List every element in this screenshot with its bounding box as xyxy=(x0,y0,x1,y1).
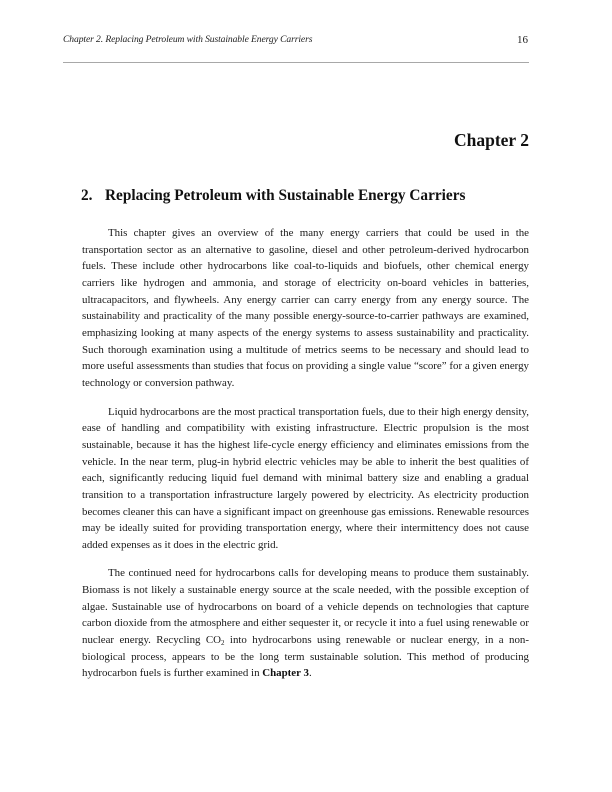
body-text xyxy=(82,225,529,694)
page-header xyxy=(63,34,528,50)
paragraph-3-end: . xyxy=(308,667,312,680)
paragraph-3 xyxy=(82,565,529,682)
paragraph-1: This chapter gives an overview of the many energy carriers that could be used in the transportation sector as an alternative to gasoline, diesel and other petroleum-derived hydrocarbon fuels. These include other hydrocarbons like coal-to-liquids and biofuels, other chemical energy carriers like hydrogen and ammonia, and storage of electricity on-board vehicles in batteries, ultracapacitors, and flywheels. Any energy carrier can carry energy from any energy source. The sustainability and practicality of the many possible energy-source-to-carrier pathways are examined, emphasizing looking at many aspects of the energy systems to assess sustainability and practicality. Such thorough examination using a multitude of metrics seems to be necessary and should lead to more useful assessments than studies that focus on providing a single value “score” for a given energy technology or conversion pathway. xyxy=(82,227,529,389)
running-title: Chapter 2. Replacing Petroleum with Sustainable Energy Carriers xyxy=(63,34,313,45)
section-title: Replacing Petroleum with Sustainable Energy Carriers xyxy=(105,187,466,204)
section-heading xyxy=(81,187,465,205)
page-number: 16 xyxy=(517,34,528,46)
chapter-3-reference: Chapter 3 xyxy=(262,667,309,680)
header-divider xyxy=(63,62,529,63)
chapter-label: Chapter 2 xyxy=(453,130,529,150)
paragraph-3-text-a: The continued need for hydrocarbons calls for developing means to produce them sustainably. Biomass is not likely a sustainable energy source at the scale needed, with the possible exception of algae. Sustainable use of hydrocarbons on board of a vehicle depends on technologies that capture carbon dioxide from the atmosphere and either sequester it, or recycle it into a fuel using renewable or nuclear energy. Recycling CO xyxy=(82,567,529,647)
section-number: 2. xyxy=(81,187,93,204)
co2-subscript: 2 xyxy=(221,639,225,648)
paragraph-2: Liquid hydrocarbons are the most practical transportation fuels, due to their high energy density, ease of handling and compatibility with existing infrastructure. Electric propulsion is the most sustainable, because it has the highest life-cycle energy efficiency and eliminates emissions from the vehicle. In the near term, plug-in hybrid electric vehicles may be able to inherit the best qualities of each, significantly reducing liquid fuel demand with minimal battery size and enabling a gradual transition to a transportation infrastructure largely powered by electricity. As electricity production becomes cleaner this can have a significant impact on greenhouse gas emissions. Renewable resources may be ideally suited for providing transportation energy, where their intermittency does not cause added expenses as it does in the electric grid. xyxy=(82,405,529,551)
paragraph-3-text-b: into hydrocarbons using renewable or nuclear energy, in a non-biological process, appears to be the long term sustainable solution. This method of producing hydrocarbon fuels is further examined in xyxy=(82,634,529,680)
